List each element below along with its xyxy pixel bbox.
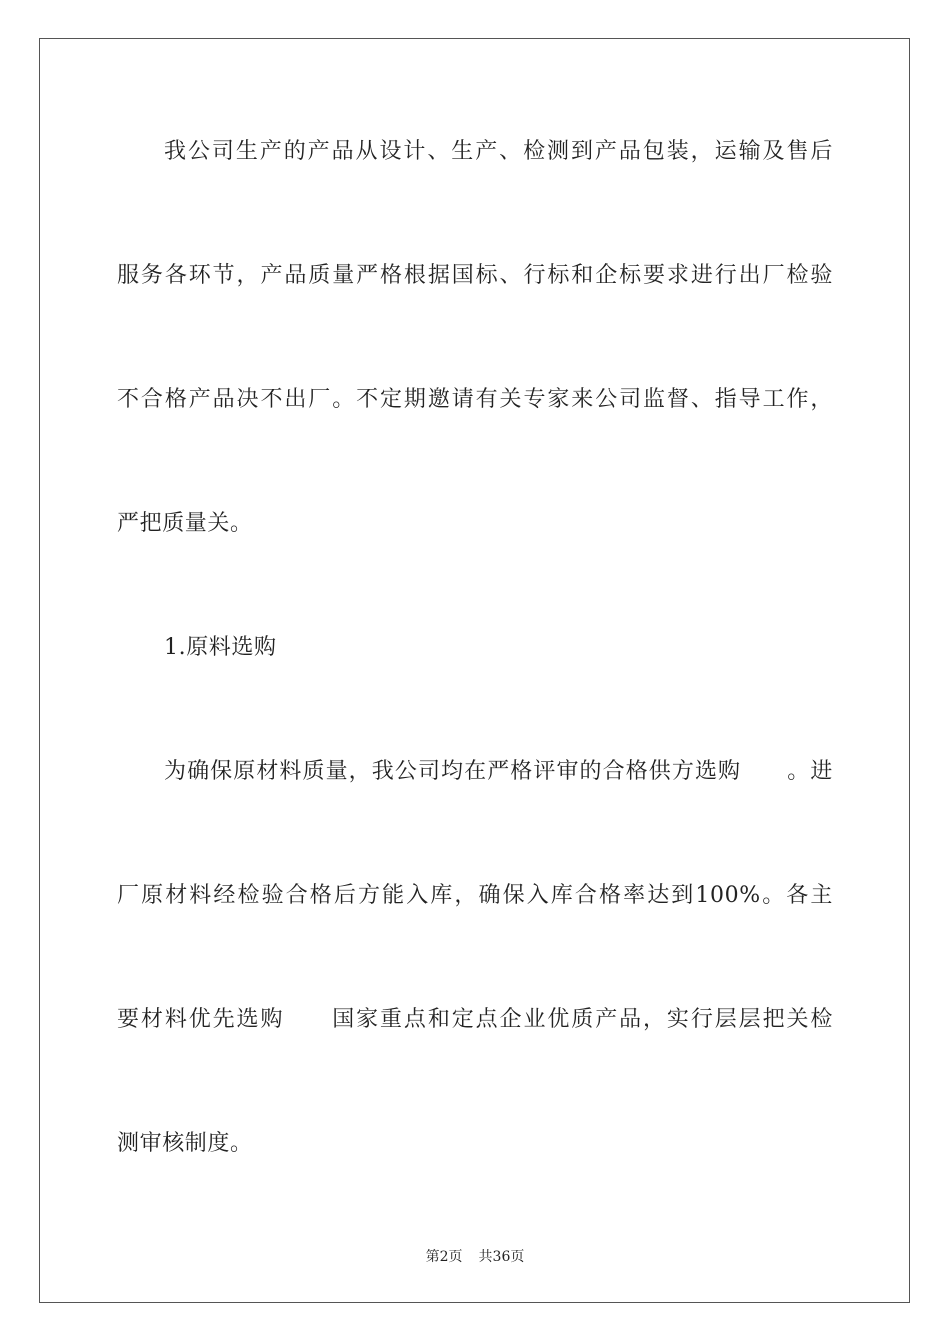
page-border	[39, 38, 910, 1303]
paragraph-line-2: 服务各环节，产品质量严格根据国标、行标和企标要求进行出厂检验	[117, 263, 833, 288]
paragraph-line-8: 测审核制度。	[117, 1131, 253, 1156]
page-footer	[0, 1246, 950, 1266]
page-number: 第2页	[425, 1249, 463, 1265]
paragraph-line-3: 不合格产品决不出厂。不定期邀请有关专家来公司监督、指导工作，	[117, 387, 833, 412]
paragraph-line-7: 要材料优先选购 国家重点和定点企业优质产品，实行层层把关检	[117, 1007, 833, 1032]
paragraph-line-5: 为确保原材料质量，我公司均在严格评审的合格供方选购 。进	[164, 759, 833, 784]
page-total: 共36页	[478, 1249, 525, 1265]
paragraph-line-6: 厂原材料经检验合格后方能入库，确保入库合格率达到100%。各主	[117, 883, 833, 908]
section-heading: 1.原料选购	[164, 635, 277, 660]
paragraph-line-1: 我公司生产的产品从设计、生产、检测到产品包装，运输及售后	[164, 139, 833, 164]
paragraph-line-4: 严把质量关。	[117, 511, 253, 536]
